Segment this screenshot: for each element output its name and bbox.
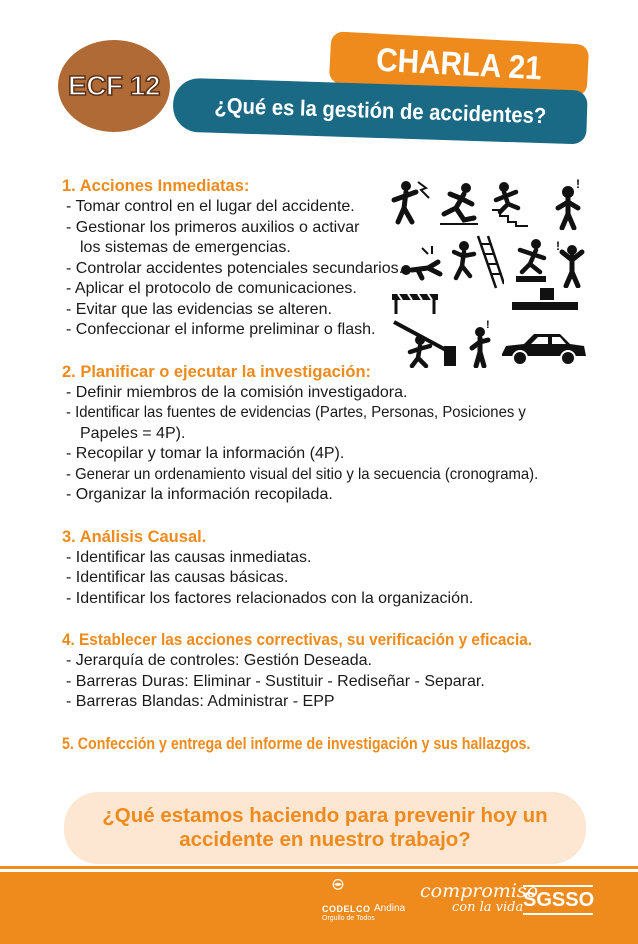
- section-title: 1. Acciones Inmediatas:: [62, 177, 250, 195]
- codelco-tagline: Orgullo de Todos: [322, 915, 375, 922]
- list-item: - Identificar las causas inmediatas.: [66, 548, 312, 566]
- section-5: [62, 734, 602, 755]
- closing-question-line1: ¿Qué estamos haciendo para prevenir hoy un: [102, 804, 548, 827]
- list-item: los sistemas de emergencias.: [80, 239, 291, 256]
- section-title: 2. Planificar o ejecutar la investigación:: [62, 362, 372, 381]
- list-item: Papeles = 4P).: [80, 424, 186, 442]
- section-3: [62, 527, 602, 610]
- footer-divider: [0, 866, 638, 869]
- closing-question-line2: accidente en nuestro trabajo?: [179, 828, 471, 851]
- list-item: - Evitar que las evidencias se alteren.: [66, 300, 332, 318]
- compromiso-logo: compromiso: [420, 880, 539, 902]
- section-title: 3. Análisis Causal.: [62, 527, 207, 546]
- list-item: - Recopilar y tomar la información (4P).: [66, 445, 345, 462]
- list-item: - Controlar accidentes potenciales secundarios.: [66, 259, 404, 277]
- ecf-badge: [58, 40, 170, 132]
- content-body: [62, 176, 602, 755]
- list-item: - Gestionar los primeros auxilios o activar: [66, 218, 360, 236]
- section-1: [62, 176, 602, 341]
- section-title: 4. Establecer las acciones correctivas, su verificación y eficacia.: [62, 631, 533, 649]
- list-item: - Jerarquía de controles: Gestión Deseada.: [66, 652, 372, 669]
- list-item: - Definir miembros de la comisión investigadora.: [66, 383, 408, 401]
- list-item: - Tomar control en el lugar del accidente.: [66, 198, 355, 215]
- section-2: [62, 362, 602, 506]
- ecf-badge-label: ECF 12: [68, 70, 160, 101]
- sgsso-logo: SGSSO: [523, 885, 593, 915]
- section-title: 5. Confección y entrega del informe de investigación y sus hallazgos.: [62, 734, 531, 753]
- codelco-name: CODELCO: [322, 904, 371, 914]
- svg-text:!: !: [556, 239, 560, 253]
- list-item: - Identificar los factores relacionados con la organización.: [66, 589, 474, 607]
- svg-text:!: !: [576, 178, 580, 191]
- closing-question-box: [64, 792, 586, 864]
- con-la-vida-logo: con la vida: [452, 900, 524, 915]
- list-item: - Identificar las fuentes de evidencias (Partes, Personas, Posiciones y: [66, 404, 526, 421]
- charla-label: CHARLA 21: [375, 40, 543, 87]
- list-item: - Aplicar el protocolo de comunicaciones.: [66, 280, 357, 297]
- list-item: - Barreras Blandas: Administrar - EPP: [66, 693, 335, 710]
- page-title: ¿Qué es la gestión de accidentes?: [213, 92, 547, 129]
- section-4: [62, 630, 602, 713]
- list-item: - Barreras Duras: Eliminar - Sustituir - Rediseñar - Separar.: [66, 672, 485, 690]
- division-label: Andina: [374, 903, 406, 914]
- svg-text:!: !: [486, 319, 490, 331]
- codelco-logo-icon: [330, 876, 370, 904]
- list-item: - Organizar la información recopilada.: [66, 486, 333, 503]
- list-item: - Confeccionar el informe preliminar o flash.: [66, 321, 376, 338]
- list-item: - Generar un ordenamiento visual del sitio y la secuencia (cronograma).: [66, 465, 539, 483]
- list-item: - Identificar las causas básicas.: [66, 569, 289, 586]
